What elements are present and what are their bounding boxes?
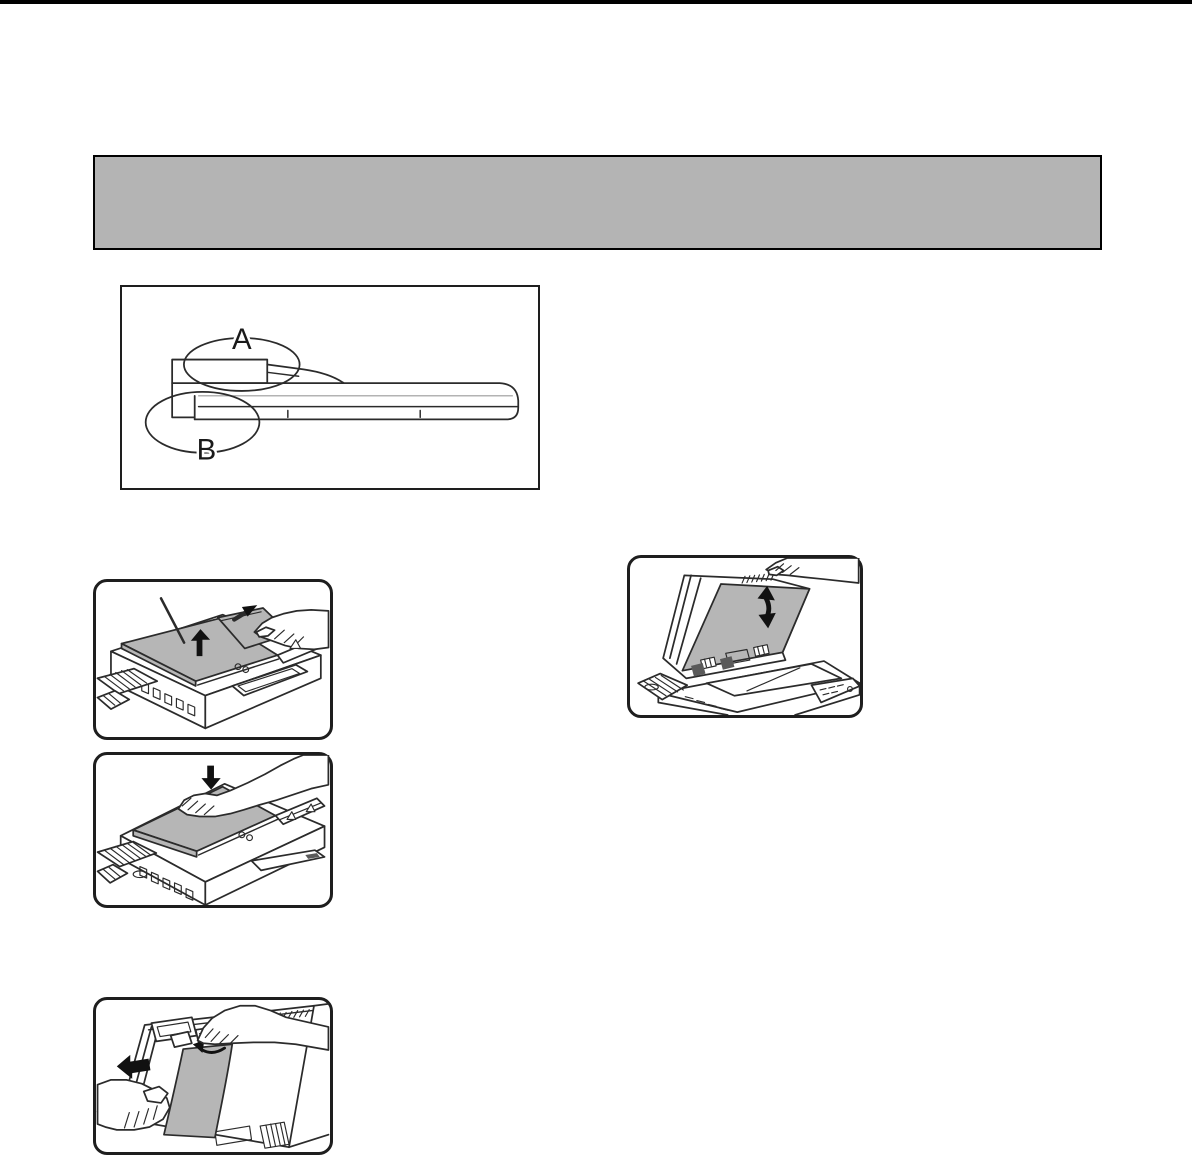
vent-grille [260,1122,289,1148]
figure-raise-document-cover [627,555,863,718]
figure-open-feeder-cover [93,579,333,740]
figure-remove-document-art [96,1000,330,1152]
callout-label-a: A [231,322,252,356]
section-heading-banner [93,155,1102,250]
figure-press-feeder-cover [93,752,333,908]
figure-remove-document [93,997,333,1155]
figure-open-feeder-cover-art [96,582,330,737]
feeder-callout-diagram-box [120,285,540,490]
down-arrow-icon [201,766,220,790]
hand-pulling-sheet [98,1080,170,1130]
hand [766,558,858,583]
feeder-side-view-diagram [122,287,538,488]
page-top-rule [0,0,1192,4]
figure-press-feeder-cover-art [96,755,330,905]
callout-label-b: B [196,433,217,467]
document-cover-raised [663,573,809,678]
figure-raise-document-cover-art [630,558,860,715]
